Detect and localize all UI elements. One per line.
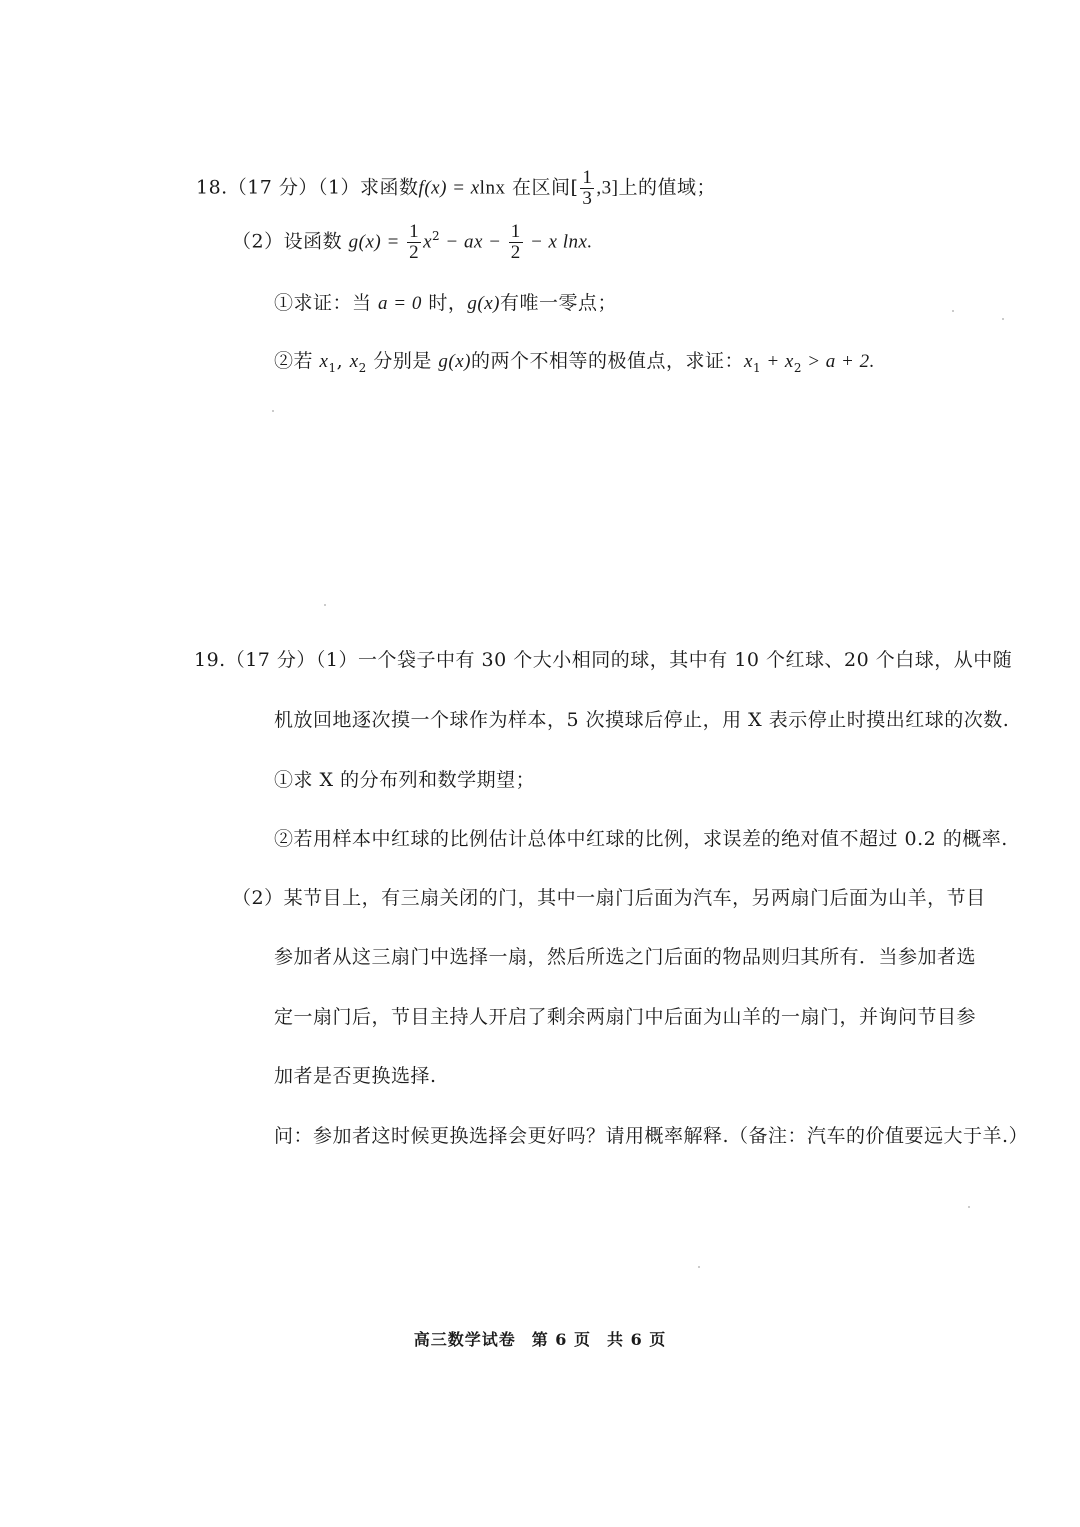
- q18-part2-ax: − ax −: [440, 231, 507, 253]
- scan-speck: [968, 1206, 970, 1208]
- q18-item2-mid2: 的两个不相等的极值点，求证：: [470, 350, 744, 372]
- q18-item1-prefix: ①求证：当: [274, 292, 379, 314]
- q18-item2-ineq-tail: > a + 2.: [801, 351, 875, 372]
- q18-part1-func: f(x) = x: [418, 177, 480, 199]
- q18-part1-mid: 在区间[: [505, 176, 579, 199]
- q18-item2-sub2: 2: [358, 360, 367, 375]
- q18-points: （17 分）: [227, 176, 318, 199]
- q18-item2-ineq-x2: x: [784, 351, 794, 372]
- q18-part2-tail: − x lnx.: [524, 231, 593, 253]
- q18-part1-suffix: 上的值域；: [618, 176, 716, 199]
- fraction-denominator: 2: [409, 241, 420, 263]
- q18-part2-fraction-2: [509, 222, 523, 263]
- fraction-denominator: 3: [582, 187, 593, 209]
- q18-number: 18.: [196, 176, 228, 199]
- q18-item2-comma: ,: [336, 350, 350, 372]
- q18-item1-suffix: 有唯一零点；: [500, 292, 618, 314]
- q18-item2-x2: x: [349, 351, 359, 372]
- q18-part1-label: （1）: [317, 176, 361, 199]
- scan-speck: [698, 1266, 700, 1268]
- q18-item2-x1: x: [319, 351, 329, 372]
- q18-part1-ln: lnx: [479, 177, 506, 199]
- q18-item2-ineq-x1: x: [744, 351, 753, 372]
- q18-item1-mid: 时，: [421, 292, 468, 314]
- fraction-numerator: 1: [582, 167, 593, 188]
- q19-line-2: 机放回地逐次摸一个球作为样本，5 次摸球后停止，用 X 表示停止时摸出红球的次数.: [274, 709, 1010, 731]
- scan-speck: [952, 310, 954, 312]
- q18-item1-cond: a = 0: [378, 293, 422, 314]
- q18-item2-mid: 分别是: [366, 350, 439, 372]
- q19-line-4: ②若用样本中红球的比例估计总体中红球的比例，求误差的绝对值不超过 0.2 的概率.: [274, 828, 1008, 850]
- q18-part2-prefix: 设函数: [283, 230, 349, 253]
- fraction-denominator: 2: [510, 241, 521, 263]
- q18-part2-x: x: [423, 231, 432, 253]
- q19-line-1: 19.（17 分）（1）一个袋子中有 30 个大小相同的球，其中有 10 个红球、20 个白球，从中随: [194, 649, 1013, 671]
- scan-speck: [324, 604, 326, 606]
- fraction-numerator: 1: [409, 221, 420, 242]
- q18-item2-plus: +: [761, 351, 785, 372]
- q18-part2-exponent: 2: [432, 229, 441, 244]
- footer-page: 第 6 页: [531, 1330, 591, 1349]
- q18-item2-ineq-sub2: 2: [793, 360, 802, 375]
- q18-item1-line: [274, 288, 617, 315]
- q18-part2-g: g(x) =: [348, 231, 406, 253]
- q18-item2-g: g(x): [438, 351, 471, 372]
- page-footer: [0, 1327, 1080, 1350]
- q18-part1-after-frac: ,3]: [596, 177, 619, 199]
- q19-line-9: 问：参加者这时候更换选择会更好吗？请用概率解释.（备注：汽车的价值要远大于羊.）: [274, 1125, 1029, 1147]
- q19-line-5: （2）某节目上，有三扇关闭的门，其中一扇门后面为汽车，另两扇门后面为山羊，节目: [232, 887, 986, 909]
- q18-item1-g: g(x): [467, 293, 501, 314]
- q18-part1-fraction: [580, 168, 594, 209]
- fraction-numerator: 1: [510, 221, 521, 242]
- q18-part1-prefix: 求函数: [360, 176, 419, 199]
- q18-part1-line: [196, 168, 716, 209]
- q18-item2-prefix: ②若: [274, 350, 320, 372]
- q18-part2-line: [232, 222, 593, 263]
- q18-part2-label: （2）: [232, 230, 284, 253]
- scan-speck: [1002, 318, 1004, 320]
- q18-item2-sub1: 1: [328, 360, 337, 375]
- q19-line-8: 加者是否更换选择.: [274, 1065, 437, 1087]
- scan-speck: [272, 410, 274, 412]
- q19-line-6: 参加者从这三扇门中选择一扇，然后所选之门后面的物品则归其所有．当参加者选: [274, 946, 977, 968]
- q18-item2-line: [274, 346, 875, 375]
- q18-part2-fraction-1: [407, 222, 421, 263]
- footer-total: 共 6 页: [607, 1330, 667, 1349]
- q19-line-3: ①求 X 的分布列和数学期望；: [274, 769, 536, 791]
- footer-title: 高三数学试卷: [413, 1330, 516, 1349]
- q19-line-7: 定一扇门后，节目主持人开启了剩余两扇门中后面为山羊的一扇门，并询问节目参: [274, 1006, 977, 1028]
- q18-item2-ineq-sub1: 1: [752, 360, 762, 375]
